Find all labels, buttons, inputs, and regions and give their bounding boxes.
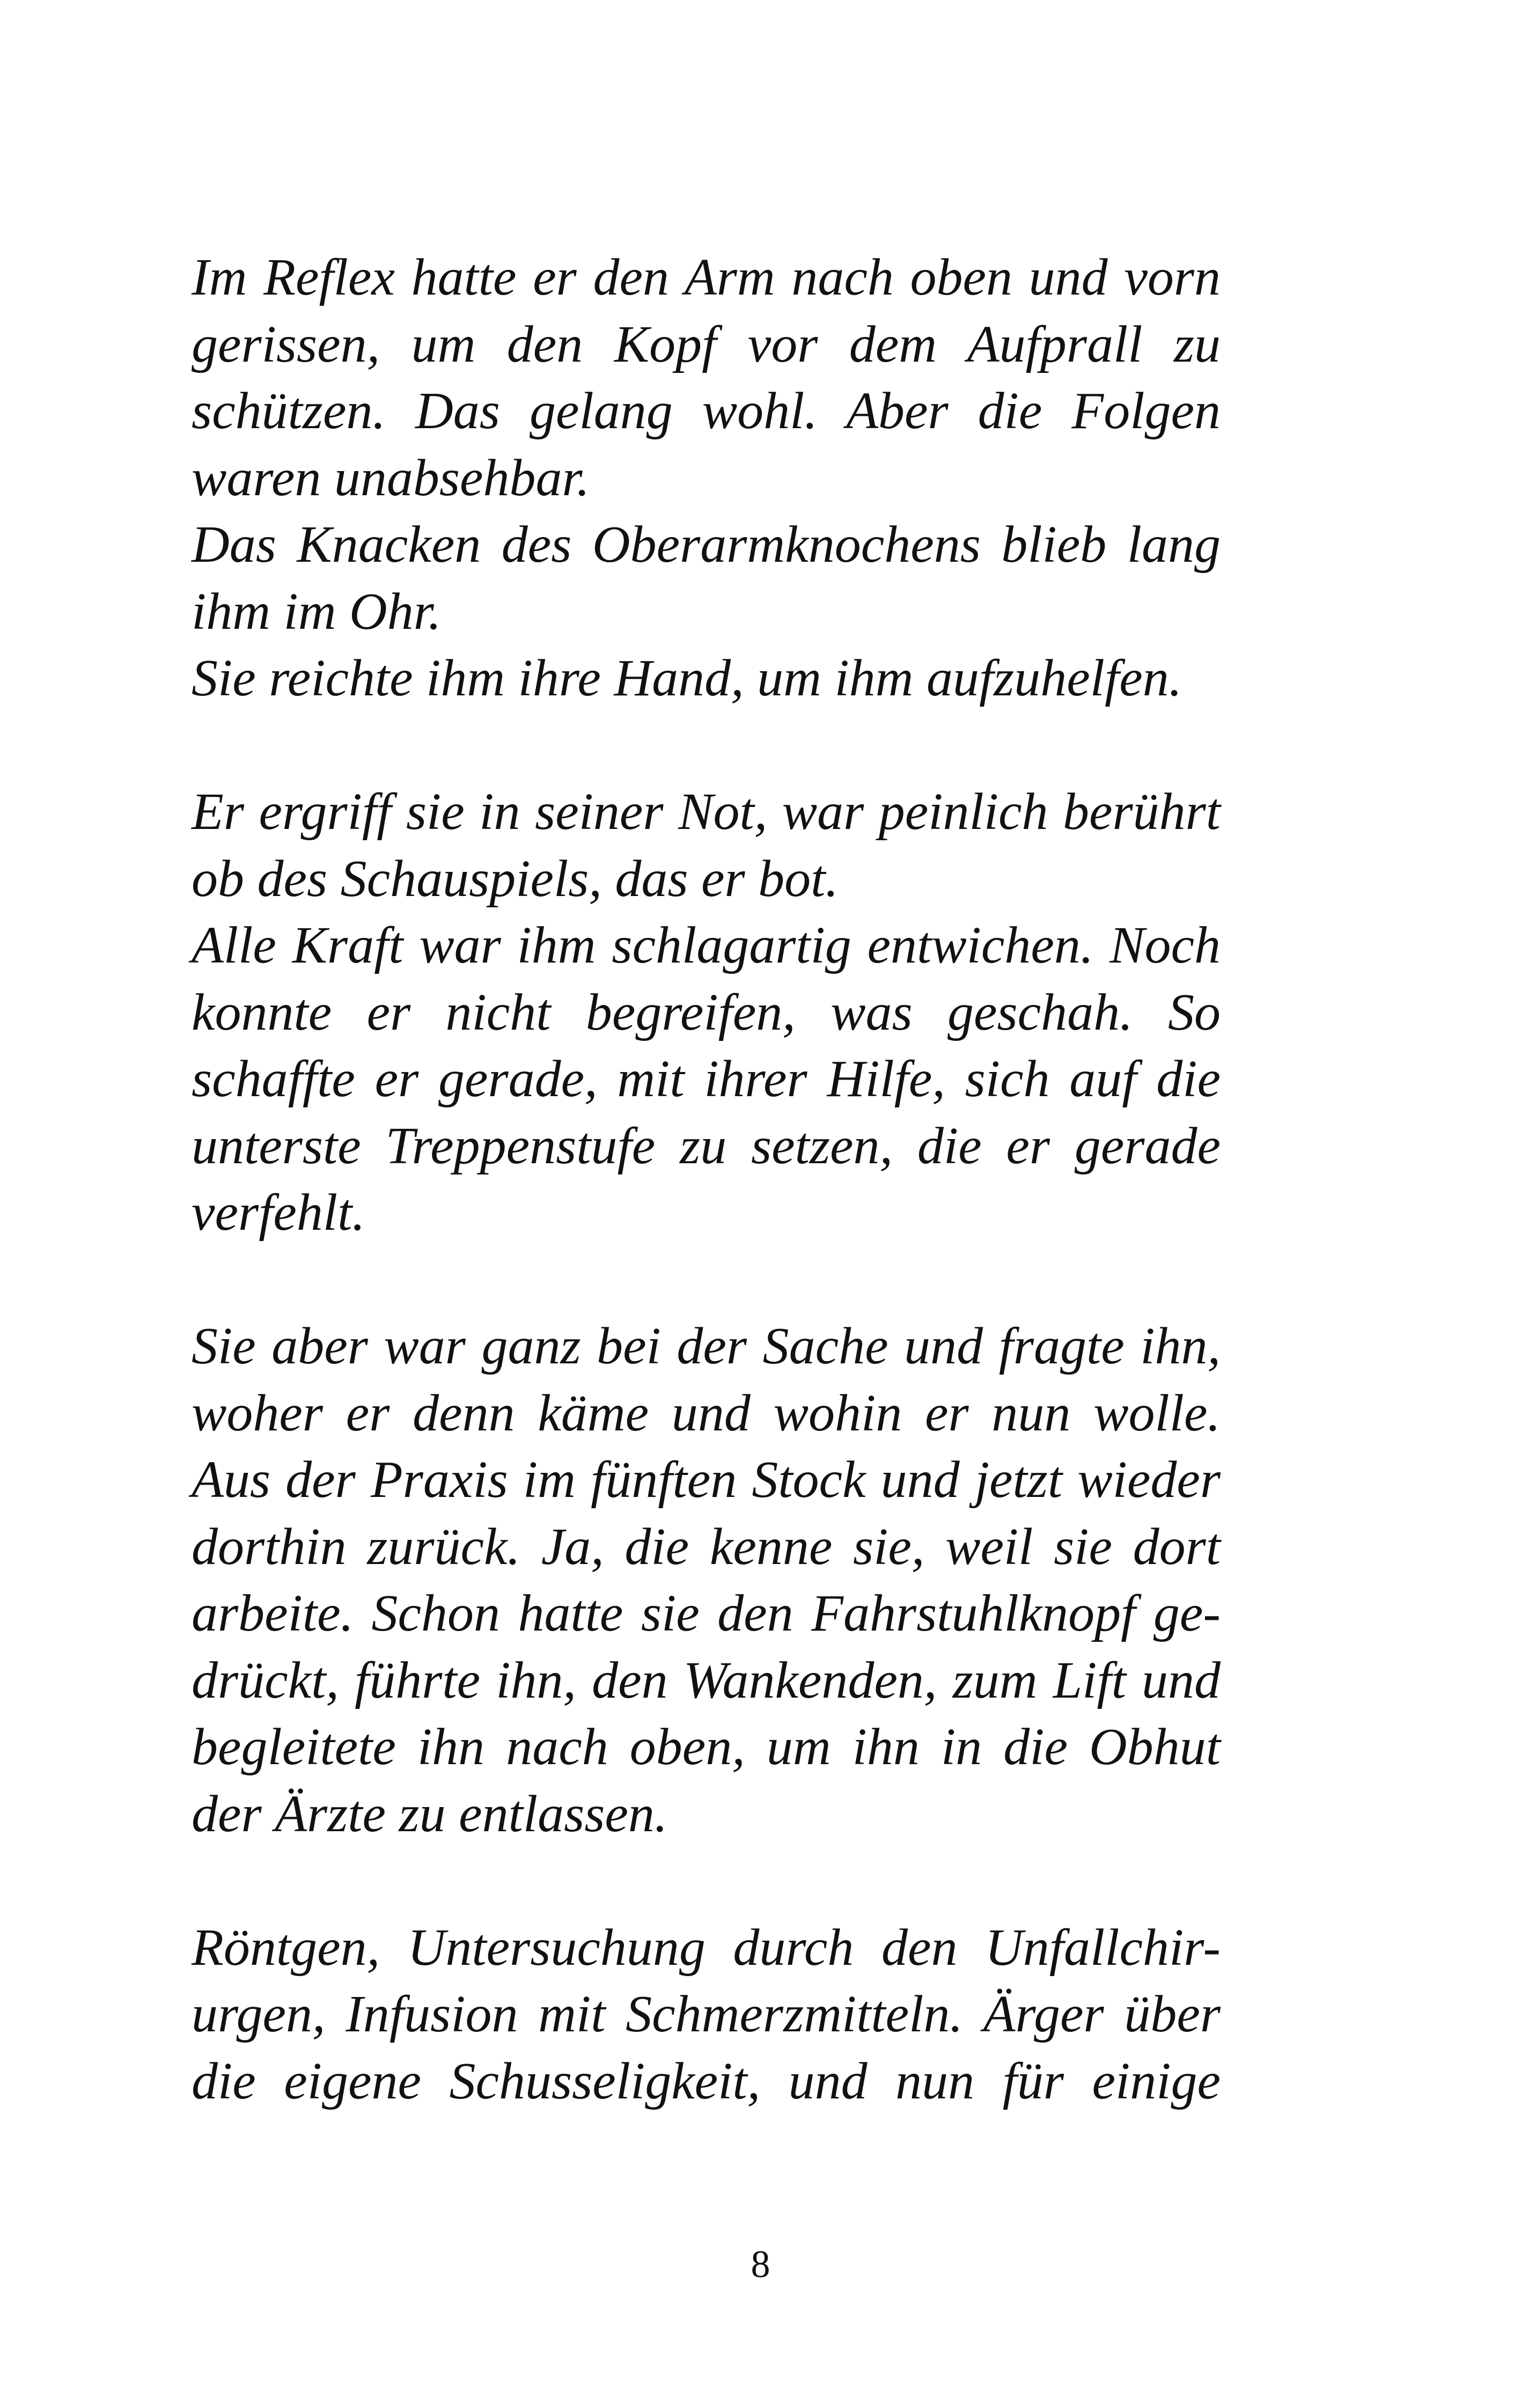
text-line: Alle Kraft war ihm schlagartig entwichen. Noch — [192, 916, 1221, 974]
text-line: schützen. Das gelang wohl. Aber die Folgen — [192, 382, 1221, 440]
text-line: gerissen, um den Kopf vor dem Aufprall zu — [192, 315, 1221, 373]
text-line: schaffte er gerade, mit ihrer Hilfe, sich auf die — [192, 1050, 1221, 1108]
paragraph-gap — [192, 1246, 1221, 1313]
text-line: unterste Treppenstufe zu setzen, die er gerade — [192, 1117, 1221, 1175]
body-text — [192, 244, 1221, 2115]
paragraph-gap — [192, 712, 1221, 779]
text-line: konnte er nicht begreifen, was geschah. So — [192, 983, 1221, 1041]
page-number: 8 — [751, 2243, 770, 2286]
paragraph-gap — [192, 1847, 1221, 1914]
text-line: der Ärzte zu entlassen. — [192, 1785, 668, 1843]
text-line: die eigene Schusseligkeit, und nun für einige — [192, 2052, 1221, 2110]
text-line: Das Knacken des Oberarmknochens blieb lang — [192, 516, 1221, 574]
text-line: dorthin zurück. Ja, die kenne sie, weil sie dort — [192, 1517, 1221, 1576]
text-line: ihm im Ohr. — [192, 582, 442, 641]
text-line: drückt, führte ihn, den Wankenden, zum Lift und — [192, 1651, 1221, 1709]
text-line: begleitete ihn nach oben, um ihn in die Obhut — [192, 1718, 1221, 1776]
text-line: ob des Schauspiels, das er bot. — [192, 849, 839, 908]
text-line: Im Reflex hatte er den Arm nach oben und vorn — [192, 248, 1221, 306]
text-line: Er ergriff sie in seiner Not, war peinlich berührt — [192, 783, 1221, 841]
text-line: Röntgen, Untersuchung durch den Unfallchir- — [192, 1918, 1221, 1977]
text-line: arbeite. Schon hatte sie den Fahrstuhlknopf ge- — [192, 1584, 1221, 1642]
text-line: Aus der Praxis im fünften Stock und jetzt wieder — [192, 1451, 1221, 1509]
text-line: woher er denn käme und wohin er nun wolle. — [192, 1384, 1221, 1442]
text-line: Sie reichte ihm ihre Hand, um ihm aufzuhelfen. — [192, 649, 1182, 707]
text-line: Sie aber war ganz bei der Sache und fragte ihn, — [192, 1317, 1221, 1375]
text-line: waren unabsehbar. — [192, 449, 590, 507]
text-line: urgen, Infusion mit Schmerzmitteln. Ärger über — [192, 1985, 1221, 2043]
text-line: verfehlt. — [192, 1184, 365, 1242]
